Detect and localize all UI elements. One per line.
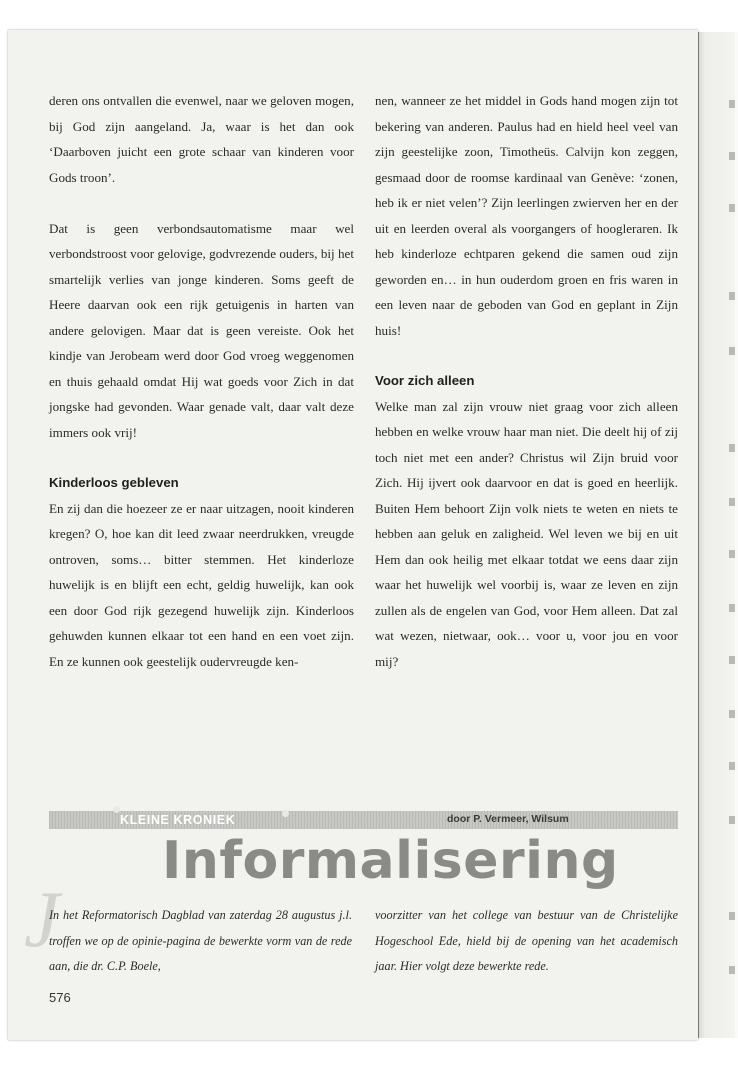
paragraph: En zij dan die hoezeer ze er naar uitzagen, nooit kinderen kregen? O, hoe kan dit leed zwaar neerdrukken, vreugde ontroven, soms… bitter stemmen. Het kinderloze huwelijk is en blijft een echt, geldig huwelijk, kan ook een door God rijk gezegend huwelijk zijn. Kinderloos gehuwden kunnen elkaar tot een hand en een voet zijn. En ze kunnen ook geestelijk oudervreugde ken-: [49, 500, 354, 669]
intro-text-left: In het Reformatorisch Dagblad van zaterdag 28 augustus j.l. troffen we op de opinie-pagina de bewerkte vorm van de rede aan, die dr. C.P. Boele,: [49, 908, 352, 973]
bleed-glyph: [729, 656, 735, 664]
scan-margin: [0, 0, 738, 30]
bleed-glyph: [729, 816, 735, 824]
right-column: [375, 88, 678, 674]
article-title: Informalisering: [162, 831, 619, 891]
bleed-glyph: [729, 204, 735, 212]
bleed-glyph: [729, 604, 735, 612]
author-byline: door P. Vermeer, Wilsum: [447, 813, 569, 825]
page-number: 576: [49, 990, 71, 1005]
bleed-glyph: [729, 710, 735, 718]
drop-cap: J: [24, 876, 60, 964]
left-column: [49, 88, 354, 674]
paragraph: deren ons ontvallen die evenwel, naar we geloven mogen, bij God zijn aangeland. Ja, waar is het dan ook ‘Daarboven juicht een grote schaar van kinderen voor Gods troon’.: [49, 93, 354, 185]
paragraph: Welke man zal zijn vrouw niet graag voor zich alleen hebben en welke vrouw haar man niet. Die deelt hij of zij toch niet met een ander? Christus wil Zijn bruid voor Zich. Hij ijvert ook daarvoor en dat is goed en heerlijk. Buiten Hem behoort Zijn volk niets te weten en niets te hebben aan geluk en zaligheid. Wel leven we bij en uit Hem dan ook heilig met elkaar totdat we eens daar zijn waar het huwelijk wel voorbij is, waar ze leven en zijn zullen als de engelen van God, voor Hem alleen. Dat zal wat wezen, nietwaar, ook… voor u, voor jou en voor mij?: [375, 398, 678, 669]
section-heading: Voor zich alleen: [375, 373, 475, 388]
paragraph: Dat is geen verbondsautomatisme maar wel verbondstroost voor gelovige, godvrezende ouders, bij het smartelijk verlies van jonge kinderen. Soms geeft de Heere daarvan ook een rijk getuigenis in harten van andere gelovigen. Maar dat is geen vereiste. Ook het kindje van Jerobeam werd door God vroeg weggenomen en thuis gehaald omdat Hij wat goeds voor Zich in dat jongske had gevonden. Waar genade valt, daar valt deze immers ook vrij!: [49, 220, 354, 440]
section-label: KLEINE KRONIEK: [120, 813, 236, 827]
bleed-glyph: [729, 550, 735, 558]
bleed-glyph: [729, 912, 735, 920]
bleed-glyph: [729, 444, 735, 452]
intro-text-right: voorzitter van het college van bestuur van de Christelijke Hogeschool Ede, hield bij de opening van het academisch jaar. Hier volgt deze bewerkte rede.: [375, 908, 678, 973]
bleed-glyph: [729, 966, 735, 974]
section-heading: Kinderloos gebleven: [49, 475, 179, 490]
bleed-glyph: [729, 292, 735, 300]
bleed-glyph: [729, 152, 735, 160]
banner-dot-icon: [113, 806, 120, 813]
bleed-glyph: [729, 762, 735, 770]
paragraph: nen, wanneer ze het middel in Gods hand mogen zijn tot bekering van anderen. Paulus had en hield heel veel van zijn geestelijke zoon, Timotheüs. Calvijn kon zeggen, gesmaad door de roomse kardinaal van Genève: ‘zonen, heb ik er niet velen’? Zijn leerlingen zwierven her en der uit en leerden overal als voorgangers of hoogleraren. Ik heb kinderloze echtparen gekend die samen oud zijn geworden en… in hun ouderdom groen en fris waren in een leven naar de geboden van God en geplant in Zijn huis!: [375, 93, 678, 338]
next-page-edge: [698, 32, 738, 1038]
banner-dot-icon: [282, 810, 289, 817]
bleed-glyph: [729, 100, 735, 108]
bleed-glyph: [729, 498, 735, 506]
bleed-glyph: [729, 347, 735, 355]
